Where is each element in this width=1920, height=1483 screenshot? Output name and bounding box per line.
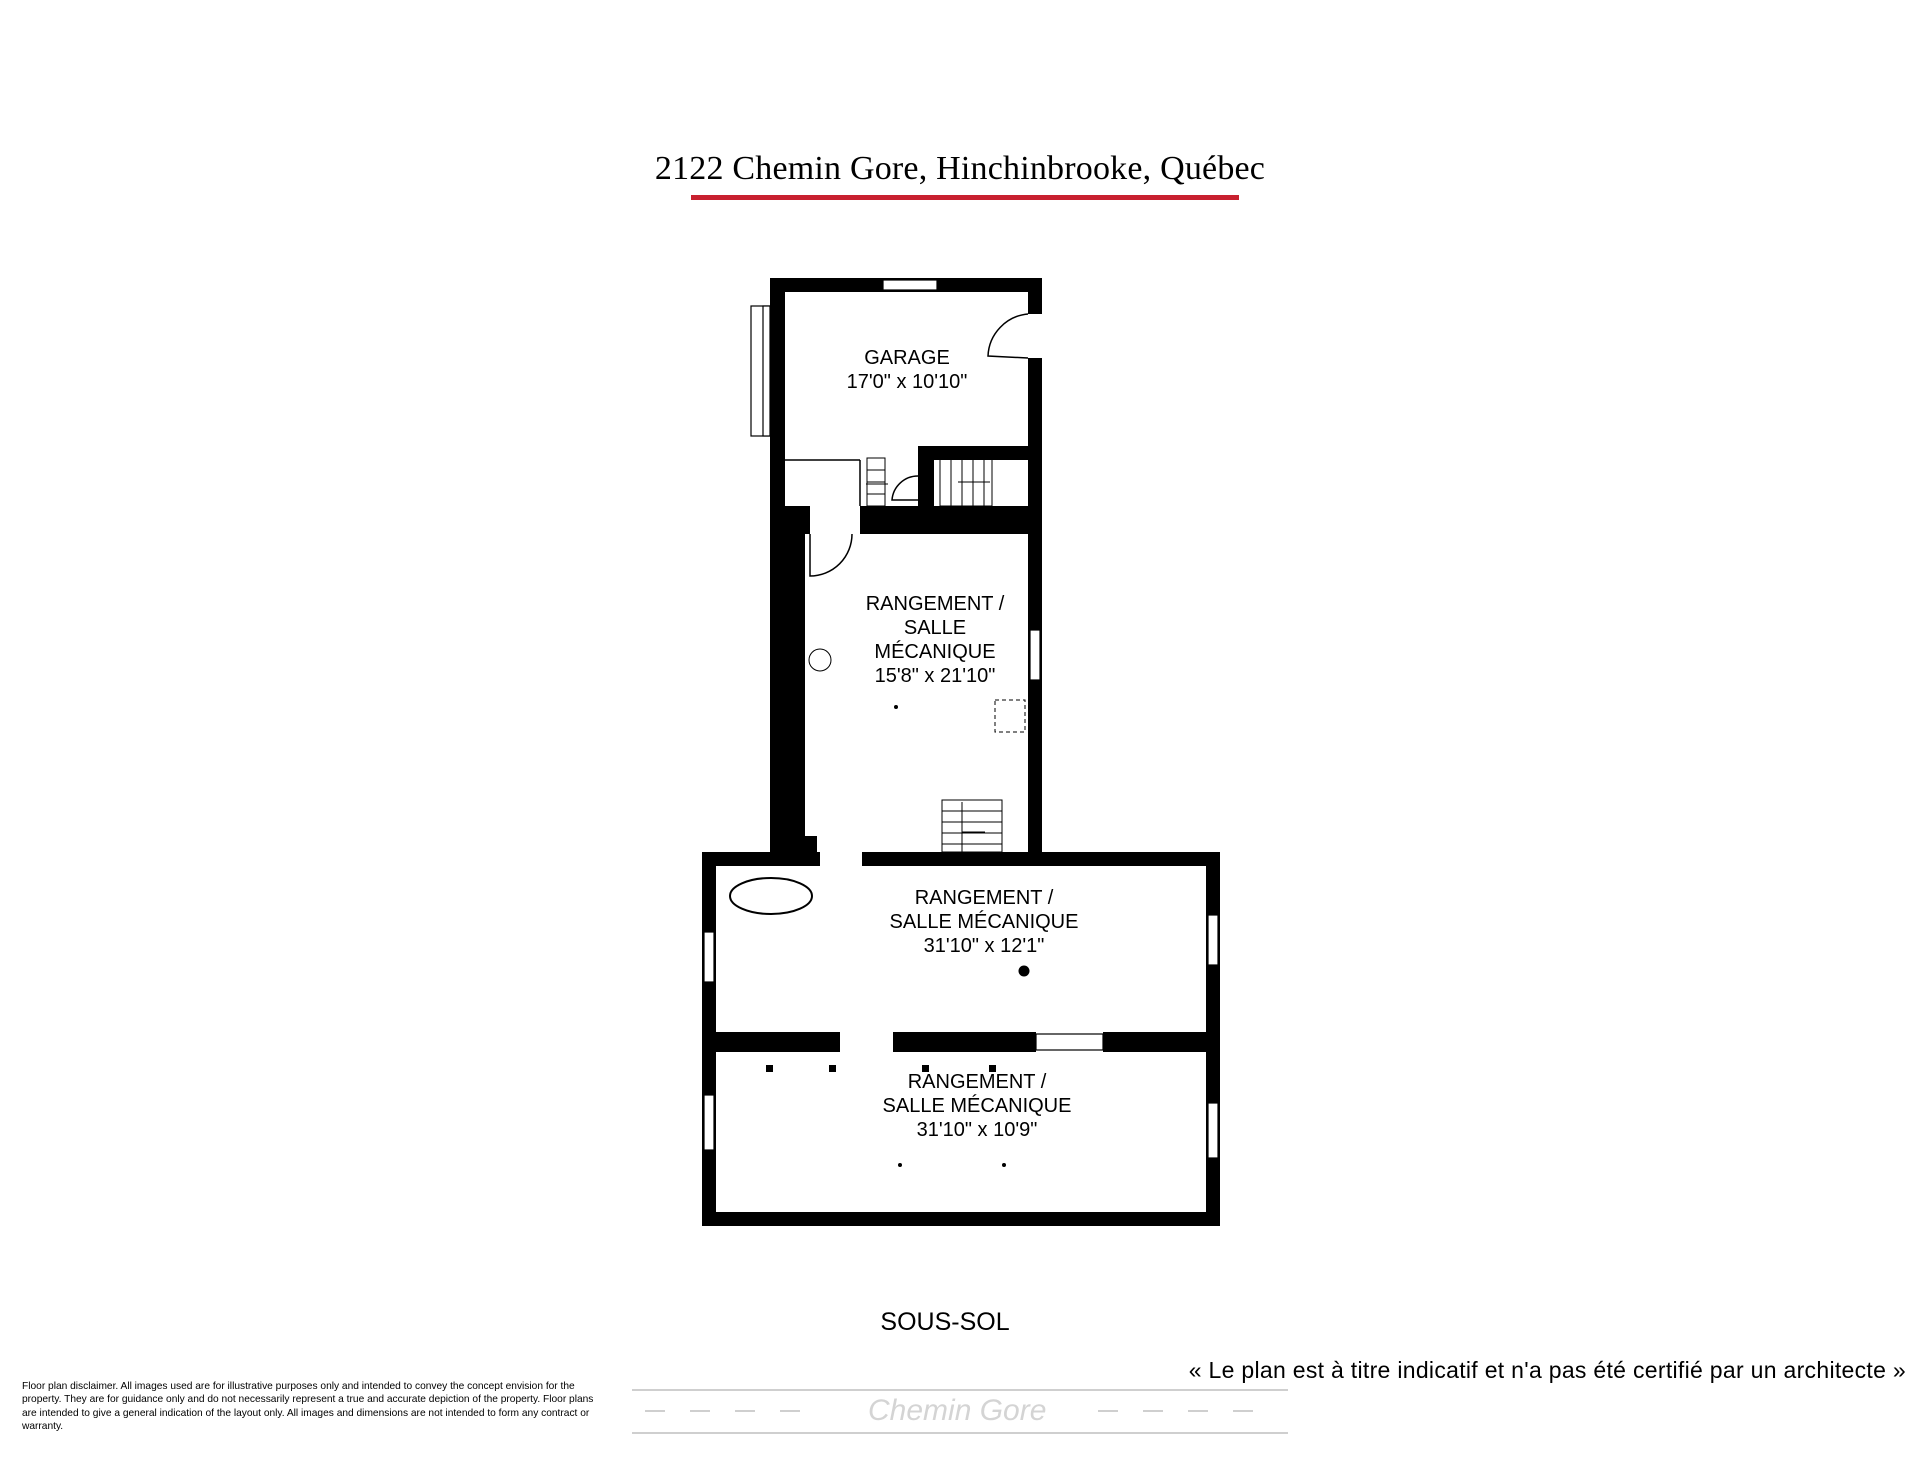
floor-label: SOUS-SOL <box>880 1308 1010 1336</box>
room-dimensions: 17'0" x 10'10" <box>846 371 968 393</box>
room-rangement-3 <box>883 1070 1072 1142</box>
room-dimensions: 15'8" x 21'10" <box>874 665 996 687</box>
certification-note: « Le plan est à titre indicatif et n'a pas été certifié par un architecte » <box>1188 1357 1906 1383</box>
room-rangement-2 <box>890 886 1079 958</box>
disclaimer: Floor plan disclaimer. All images used are for illustrative purposes only and intended to convey the concept envision for the property. They are for guidance only and do not necessarily represent a true and accurate depiction of the property. Floor plans are intended to give a general indication of the layout only. All images and dimensions are not intended to form any contract or warranty. <box>22 1381 594 1433</box>
room-name: RANGEMENT / SALLE MÉCANIQUE <box>865 593 1005 663</box>
room-rangement-1 <box>866 592 1005 688</box>
room-garage <box>847 346 968 394</box>
room-dimensions: 31'10" x 12'1" <box>923 935 1045 957</box>
street-label: Chemin Gore <box>868 1394 1047 1427</box>
plan-title: 2122 Chemin Gore, Hinchinbrooke, Québec <box>654 150 1266 187</box>
room-name: RANGEMENT / SALLE MÉCANIQUE <box>889 887 1079 933</box>
room-name: RANGEMENT / SALLE MÉCANIQUE <box>882 1071 1072 1117</box>
room-name: GARAGE <box>864 347 950 369</box>
room-dimensions: 31'10" x 10'9" <box>916 1119 1038 1141</box>
